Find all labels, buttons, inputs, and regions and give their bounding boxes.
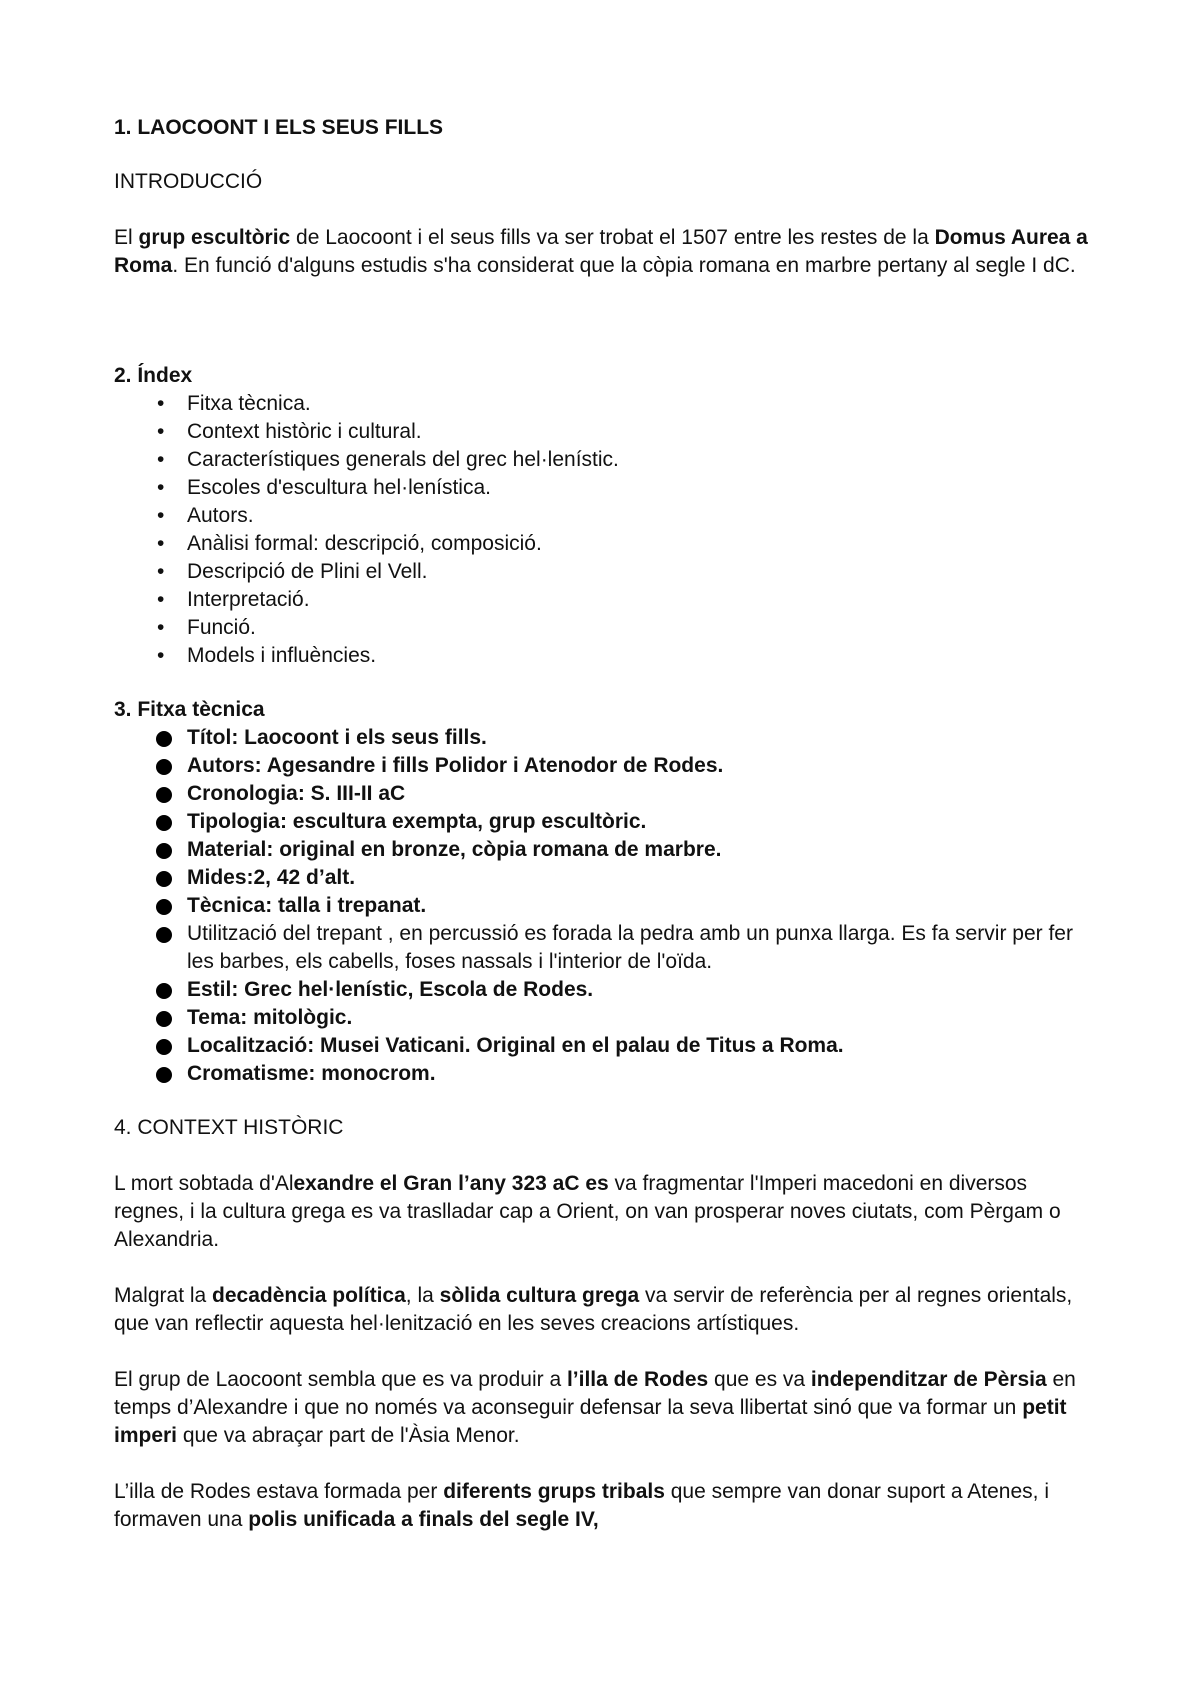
tech-sheet-item: Autors: Agesandre i fills Polidor i Atenodor de Rodes. <box>114 752 1094 780</box>
index-item: • Descripció de Plini el Vell. <box>114 558 1094 586</box>
text-run: L mort sobtada d'Al <box>114 1172 294 1195</box>
index-item: • Característiques generals del grec hel·lenístic. <box>114 446 1094 474</box>
tech-sheet-item: Títol: Laocoont i els seus fills. <box>114 724 1094 752</box>
tech-sheet-list <box>114 724 1094 1088</box>
text-run: L’illa de Rodes estava formada per <box>114 1480 444 1503</box>
text-run: El grup de Laocoont sembla que es va produir a <box>114 1368 567 1391</box>
tech-sheet-item: Cronologia: S. III-II aC <box>114 780 1094 808</box>
text-run: va servir de referència per al regnes orientals, que van reflectir aquesta hel·lenització en les seves creacions artístiques. <box>114 1284 1073 1335</box>
tech-sheet-item: Utilització del trepant , en percussió es forada la pedra amb un punxa llarga. Es fa servir per fer les barbes, els cabells, foses nassals i l'interior de l'oïda. <box>114 920 1094 976</box>
tech-sheet-item: Tipologia: escultura exempta, grup escultòric. <box>114 808 1094 836</box>
intro-heading: INTRODUCCIÓ <box>114 170 263 193</box>
index-item: • Models i influències. <box>114 642 1094 670</box>
tech-sheet-item: Estil: Grec hel·lenístic, Escola de Rodes. <box>114 976 1094 1004</box>
text-run-bold: diferents grups tribals <box>443 1480 665 1503</box>
text-run: que es va <box>708 1368 811 1391</box>
text-run-bold: polis unificada a finals del segle IV, <box>248 1508 599 1531</box>
intro-paragraph <box>114 224 1094 280</box>
index-item: • Escoles d'escultura hel·lenística. <box>114 474 1094 502</box>
index-item: • Funció. <box>114 614 1094 642</box>
text-run: que va abraçar part de l'Àsia Menor. <box>177 1424 520 1447</box>
text-run: . En funció d'alguns estudis s'ha considerat que la còpia romana en marbre pertany al segle I dC. <box>172 254 1076 277</box>
text-run: El <box>114 226 139 249</box>
index-item: • Fitxa tècnica. <box>114 390 1094 418</box>
index-item: • Autors. <box>114 502 1094 530</box>
index-item: • Interpretació. <box>114 586 1094 614</box>
text-run: de Laocoont i el seus fills va ser trobat el 1507 entre les restes de la <box>290 226 935 249</box>
text-run: Malgrat la <box>114 1284 213 1307</box>
section-3-title: 3. Fitxa tècnica <box>114 698 265 721</box>
text-run-bold: petit imperi <box>114 1396 1067 1447</box>
index-list <box>114 390 1094 670</box>
context-paragraph <box>114 1366 1094 1450</box>
context-paragraph <box>114 1170 1094 1254</box>
context-paragraph <box>114 1282 1094 1338</box>
section-4-title: 4. CONTEXT HISTÒRIC <box>114 1116 344 1139</box>
text-run-bold: grup escultòric <box>138 226 291 249</box>
text-run-bold: independitzar de Pèrsia <box>810 1368 1047 1391</box>
tech-sheet-item: Tema: mitològic. <box>114 1004 1094 1032</box>
text-run-bold: exandre el Gran l’any 323 aC es <box>293 1172 609 1195</box>
text-run-bold: sòlida cultura grega <box>439 1284 640 1307</box>
index-item: • Context històric i cultural. <box>114 418 1094 446</box>
tech-sheet-item: Tècnica: talla i trepanat. <box>114 892 1094 920</box>
document-page <box>114 114 1094 1534</box>
tech-sheet-item: Material: original en bronze, còpia romana de marbre. <box>114 836 1094 864</box>
section-2-title: 2. Índex <box>114 364 193 387</box>
text-run: , la <box>405 1284 440 1307</box>
text-run-bold: l’illa de Rodes <box>566 1368 709 1391</box>
section-1-title: 1. LAOCOONT I ELS SEUS FILLS <box>114 116 444 139</box>
text-run-bold: decadència política <box>212 1284 406 1307</box>
text-run: en temps d’Alexandre i que no només va aconseguir defensar la seva llibertat sinó que va formar un <box>114 1368 1076 1419</box>
index-item: • Anàlisi formal: descripció, composició. <box>114 530 1094 558</box>
tech-sheet-item: Mides:2, 42 d’alt. <box>114 864 1094 892</box>
context-paragraph <box>114 1478 1094 1534</box>
text-run-bold: Domus Aurea a Roma <box>114 226 1088 277</box>
text-run: que sempre van donar suport a Atenes, i formaven una <box>114 1480 1049 1531</box>
tech-sheet-item: Cromatisme: monocrom. <box>114 1060 1094 1088</box>
tech-sheet-item: Localització: Musei Vaticani. Original en el palau de Titus a Roma. <box>114 1032 1094 1060</box>
text-run: va fragmentar l'Imperi macedoni en diversos regnes, i la cultura grega es va traslladar cap a Orient, on van prosperar noves ciutats, com Pèrgam o Alexandria. <box>114 1172 1061 1251</box>
